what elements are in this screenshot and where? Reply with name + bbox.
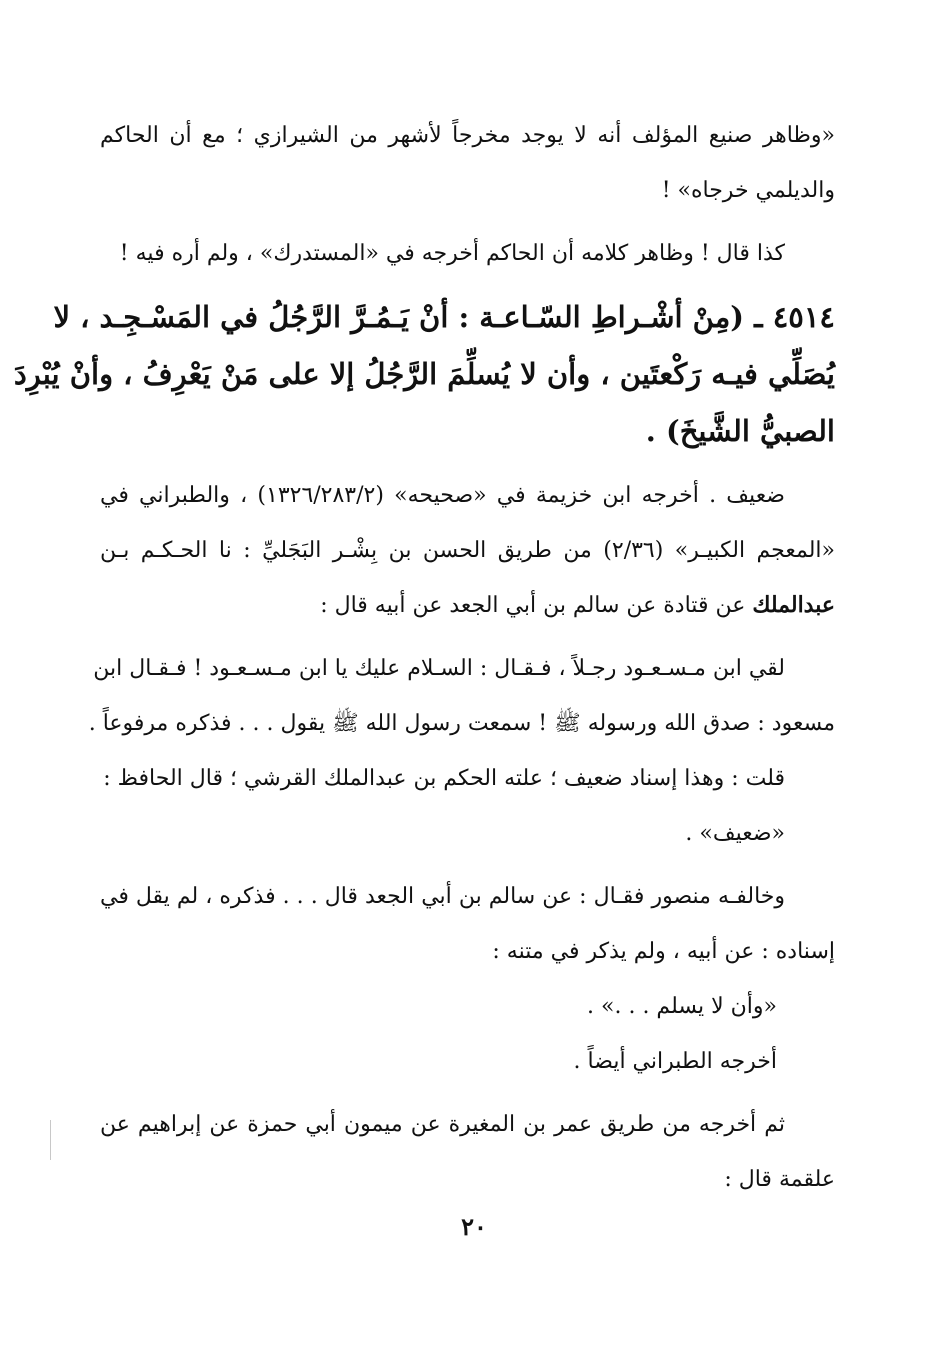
hadith-line: الصبيُّ الشَّيخَ) . xyxy=(645,414,835,448)
text-line: وخالفـه منصور فقـال : عن سالم بن أبي الجعد قال . . . فذكره ، لم يقل في xyxy=(100,884,785,909)
margin-mark xyxy=(50,1120,51,1160)
text-line: كذا قال ! وظاهر كلامه أن الحاكم أخرجه في «المستدرك» ، ولم أره فيه ! xyxy=(119,241,785,266)
document-page xyxy=(13,108,835,1207)
text-line: «وظاهر صنيع المؤلف أنه لا يوجد مخرجاً لأشهر من الشيرازي ؛ مع أن الحاكم xyxy=(100,123,835,148)
text-line: علقمة قال : xyxy=(724,1167,835,1192)
text-line: «ضعيف» . xyxy=(685,821,785,846)
hadith-line: ٤٥١٤ ـ (مِنْ أشْـراطِ السّـاعـة : أنْ يَـمُـرَّ الرَّجُلُ في المَسْـجِـد ، لا xyxy=(53,300,835,334)
text-line: أخرجه الطبراني أيضاً . xyxy=(573,1049,777,1074)
text-line: «المعجم الكبيـر» (٢/٣٦) من طريق الحسن بن بِشْـر البَجَليِّ : نا الحـكـم بـن xyxy=(100,538,835,563)
text-line: لقي ابن مـسـعـود رجـلاً ، فـقـال : السـلام عليك يا ابن مـسـعـود ! فـقـال ابن xyxy=(93,656,785,681)
text-line: والديلمي خرجاه» ! xyxy=(661,178,835,203)
text-line: مسعود : صدق الله ورسوله ﷺ ! سمعت رسول الله ﷺ يقول . . . فذكره مرفوعاً . xyxy=(88,711,835,736)
text-line: ثم أخرجه من طريق عمر بن المغيرة عن ميمون أبي حمزة عن إبراهيم عن xyxy=(100,1112,785,1137)
hadith-text xyxy=(13,289,835,460)
text-line: إسناده : عن أبيه ، ولم يذكر في متنه : xyxy=(492,939,835,964)
narrator-name: عبدالملك xyxy=(752,592,835,618)
text-line: قلت : وهذا إسناد ضعيف ؛ علته الحكم بن عبدالملك القرشي ؛ قال الحافظ : xyxy=(103,766,785,791)
hadith-line: يُصَلِّي فيـه رَكْعتَين ، وأن لا يُسلِّمَ الرَّجُلُ إلا على مَنْ يَعْرِفُ ، وأنْ يُبْرِدَ xyxy=(13,357,835,391)
text-line xyxy=(100,578,835,633)
text-segment: عن قتادة عن سالم بن أبي الجعد عن أبيه قال : xyxy=(320,593,753,618)
page-number: ٢٠ xyxy=(461,1212,487,1241)
text-line: «وأن لا يسلم . . .» . xyxy=(587,994,777,1019)
text-line: ضعيف . أخرجه ابن خزيمة في «صحيحه» (١٣٢٦/٢٨٣/٢) ، والطبراني في xyxy=(100,483,785,508)
